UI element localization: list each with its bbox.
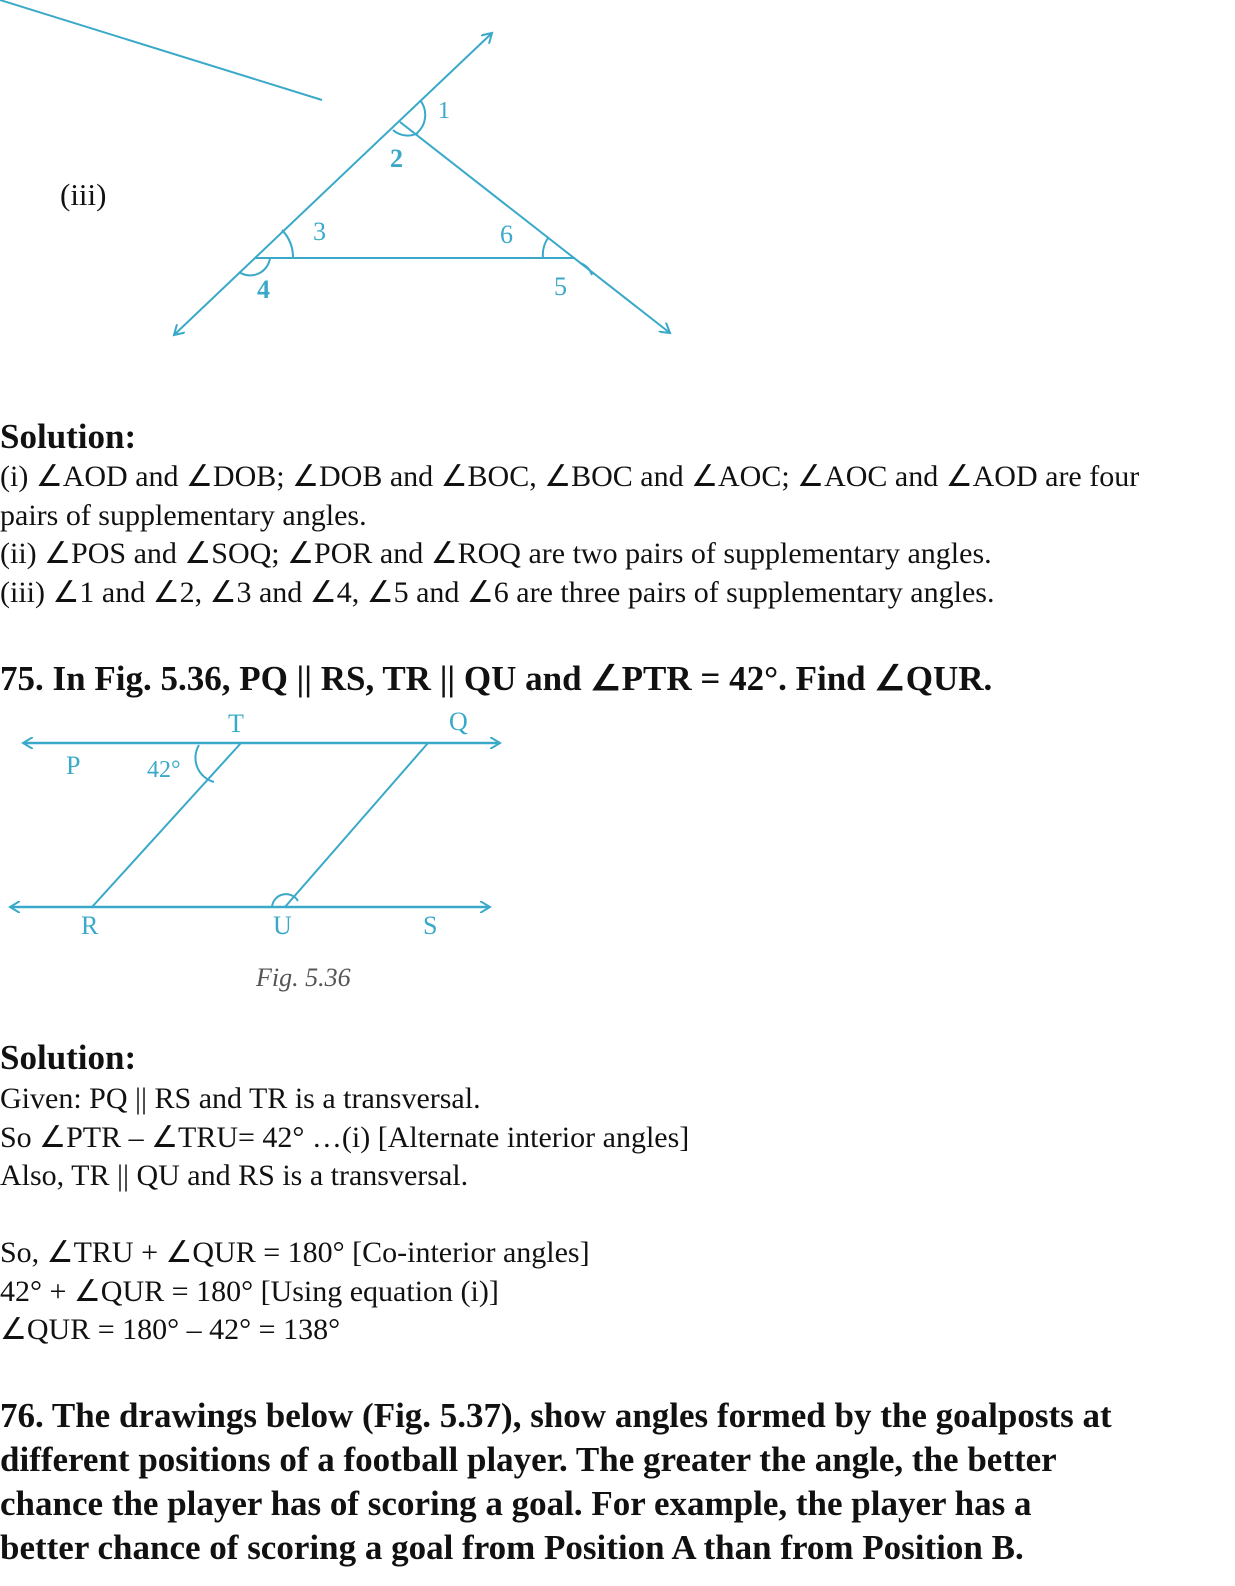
question-line: better chance of scoring a goal from Position A than from Position B.	[0, 1528, 1024, 1567]
solution-line: pairs of supplementary angles.	[0, 498, 367, 532]
figure-label: (iii)	[60, 177, 107, 212]
question-line: 76. The drawings below (Fig. 5.37), show angles formed by the goalposts at	[0, 1396, 1112, 1435]
question-75: 75. In Fig. 5.36, PQ || RS, TR || QU and ∠PTR = 42°. Find ∠QUR.	[0, 659, 993, 698]
question-76	[0, 1394, 1112, 1570]
point-T: T	[228, 709, 244, 738]
solution-line: (iii) ∠1 and ∠2, ∠3 and ∠4, ∠5 and ∠6 are three pairs of supplementary angles.	[0, 575, 995, 609]
point-Q: Q	[449, 707, 468, 736]
question-line: different positions of a football player. The greater the angle, the better	[0, 1440, 1057, 1479]
angle-42-label: 42°	[147, 757, 181, 783]
point-U: U	[273, 911, 292, 940]
angle-label-1: 1	[438, 98, 450, 124]
solution-line: So, ∠TRU + ∠QUR = 180° [Co-interior angles]	[0, 1236, 590, 1269]
solution-line: (ii) ∠POS and ∠SOQ; ∠POR and ∠ROQ are two pairs of supplementary angles.	[0, 537, 992, 570]
solution-line: (i) ∠AOD and ∠DOB; ∠DOB and ∠BOC, ∠BOC and ∠AOC; ∠AOC and ∠AOD are four	[0, 460, 1140, 493]
solution-line: Also, TR || QU and RS is a transversal.	[0, 1159, 469, 1192]
angle-label-5: 5	[554, 272, 567, 301]
figure-caption: Fig. 5.36	[256, 963, 351, 992]
solution-body	[0, 1080, 689, 1350]
point-S: S	[423, 911, 438, 940]
solution-body	[0, 458, 1139, 612]
solution-line: Given: PQ || RS and TR is a transversal.	[0, 1082, 481, 1115]
figure-iii-diagram	[0, 0, 720, 360]
angle-label-2: 2	[390, 144, 403, 173]
point-P: P	[66, 751, 81, 780]
solution-line: ∠QUR = 180° – 42° = 138°	[0, 1313, 341, 1346]
solution-heading: Solution:	[0, 1038, 137, 1077]
angle-label-3: 3	[313, 217, 326, 246]
angle-label-6: 6	[500, 220, 513, 249]
angle-label-4: 4	[257, 275, 270, 304]
point-R: R	[81, 911, 99, 940]
question-line: chance the player has of scoring a goal. For example, the player has a	[0, 1484, 1032, 1523]
solution-line: So ∠PTR – ∠TRU= 42° …(i) [Alternate interior angles]	[0, 1120, 690, 1154]
solution-heading: Solution:	[0, 417, 137, 456]
solution-line: 42° + ∠QUR = 180° [Using equation (i)]	[0, 1274, 499, 1308]
figure-5-36	[0, 700, 520, 1000]
